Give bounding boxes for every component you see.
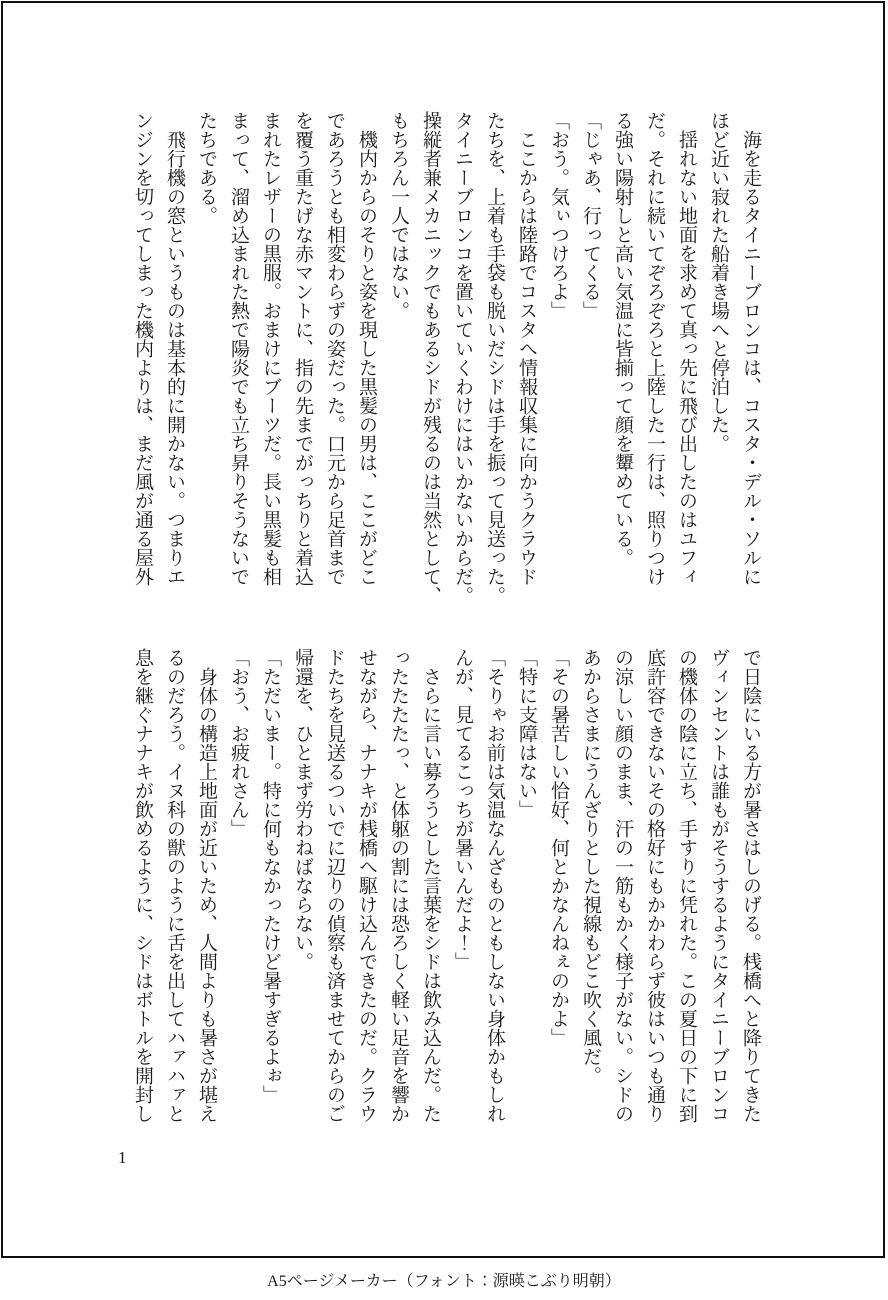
text-line: る強い陽射しと高い気温に皆揃って顔を顰めている。 (612, 111, 633, 567)
text-line: 「おう、お疲れさん」 (228, 648, 249, 838)
text-block-bottom (106, 648, 766, 1156)
text-line: 「おう。気ぃつけろよ」 (548, 111, 569, 320)
text-line: んが、見てるこっちが暑いんだよ！」 (452, 648, 473, 971)
text-line: あからさまにうんざりとした視線もどこ吹く風だ。 (580, 648, 601, 1085)
text-line: の機体の陰に立ち、手すりに凭れた。この夏日の下に到 (676, 648, 697, 1123)
text-line: まって、溜め込まれた熱で陽炎でも立ち昇りそうないで (228, 111, 249, 586)
text-line: 「その暑苦しい恰好、何とかなんねぇのかよ」 (548, 648, 569, 1047)
text-line: 飛行機の窓というものは基本的に開かない。つまりエ (164, 111, 185, 586)
text-line: 身体の構造上地面が近いため、人間よりも暑さが堪え (196, 648, 217, 1123)
text-block-top (106, 111, 766, 619)
text-line: せながら、ナナキが桟橋へ駆け込んできたのだ。クラウ (356, 648, 377, 1123)
footer-caption: A5ページメーカー（フォント：源暎こぶり明朝） (0, 1258, 888, 1300)
text-line: だ。それに続いてぞろぞろと上陸した一行は、照りつけ (644, 111, 665, 586)
text-line: の涼しい顔のまま、汗の一筋もかく様子がない。シドの (612, 648, 633, 1123)
text-line: 息を継ぐナナキが飲めるように、シドはボトルを開封し (132, 648, 153, 1123)
text-line: 底許容できないその格好にもかかわらず彼はいつも通り (644, 648, 665, 1123)
text-line: タイニーブロンコを置いていくわけにはいかないからだ。 (452, 111, 473, 605)
text-line: であろうとも相変わらずの姿だった。口元から足首まで (324, 111, 345, 586)
text-line: 海を走るタイニーブロンコは、コスタ・デル・ソルに (740, 111, 761, 586)
text-line: ンジンを切ってしまった機内よりは、まだ風が通る屋外 (132, 111, 153, 586)
text-line: 「そりゃお前は気温なんざものともしない身体かもしれ (484, 648, 505, 1123)
text-line: ヴィンセントは誰もがそうするようにタイニーブロンコ (708, 648, 729, 1123)
text-line: で日陰にいる方が暑さはしのげる。桟橋へと降りてきた (740, 648, 761, 1123)
page-number: 1 (118, 1148, 127, 1167)
text-line: ったたたたっ、と体躯の割には恐ろしく軽い足音を響か (388, 648, 409, 1123)
text-line: もちろん一人ではない。 (388, 111, 409, 320)
text-line: 「じゃあ、行ってくる」 (580, 111, 601, 320)
text-line: 「特に支障はない」 (516, 648, 537, 819)
text-line: るのだろう。イヌ科の獣のように舌を出してハァハァと (164, 648, 185, 1123)
text-line: ほど近い寂れた船着き場へと停泊した。 (708, 111, 729, 453)
text-line: さらに言い募ろうとした言葉をシドは飲み込んだ。た (420, 648, 441, 1123)
text-line: 揺れない地面を求めて真っ先に飛び出したのはユフィ (676, 111, 697, 586)
text-line: たちである。 (196, 111, 217, 225)
text-line: 帰還を、ひとまず労わねばならない。 (292, 648, 313, 971)
text-line: 操縦者兼メカニックでもあるシドが残るのは当然として、 (420, 111, 441, 605)
text-line: 機内からのそりと姿を現した黒髪の男は、ここがどこ (356, 111, 377, 586)
text-line: 「ただいまー。特に何もなかったけど暑すぎるよぉ」 (260, 648, 281, 1104)
text-line: たちを、上着も手袋も脱いだシドは手を振って見送った。 (484, 111, 505, 605)
text-line: ここからは陸路でコスタへ情報収集に向かうクラウド (516, 111, 537, 586)
text-line: まれたレザーの黒服。おまけにブーツだ。長い黒髪も相 (260, 111, 281, 586)
text-line: ドたちを見送るついでに辺りの偵察も済ませてからのご (324, 648, 345, 1123)
text-line: を覆う重たげな赤マントに、指の先までがっちりと着込 (292, 111, 313, 586)
